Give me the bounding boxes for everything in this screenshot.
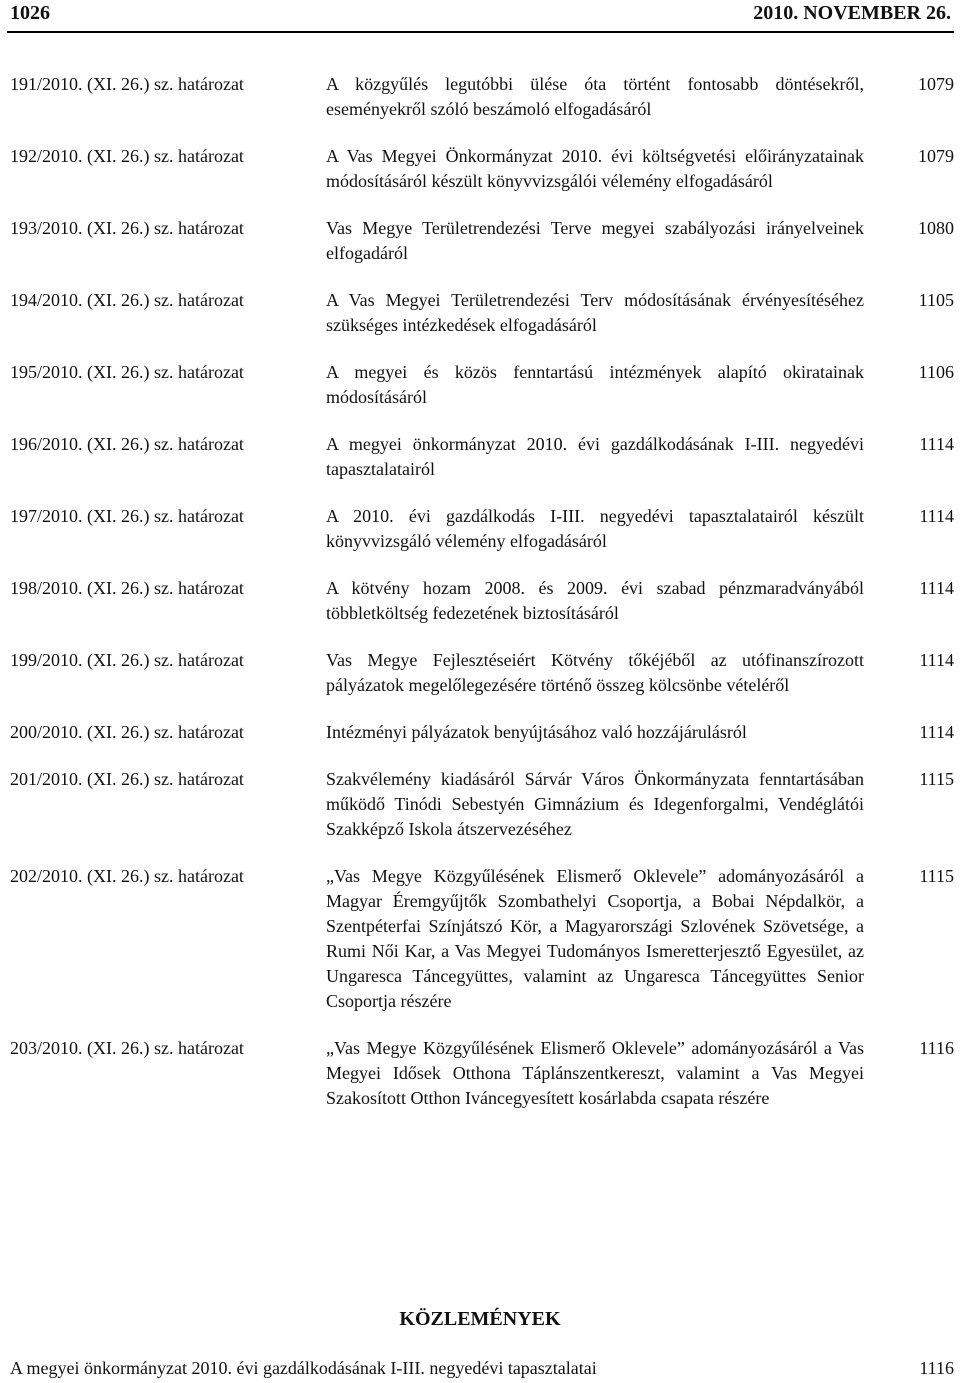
resolution-title: Intézményi pályázatok benyújtásához való hozzájárulásról: [326, 722, 747, 742]
resolution-title: A Vas Megyei Területrendezési Terv módosításának érvényesítéséhez szükséges intézkedések elfogadásáról: [326, 290, 864, 335]
resolution-title: A megyei önkormányzat 2010. évi gazdálkodásának I-III. negyedévi tapasztalatairól: [326, 434, 864, 479]
page-reference: 1114: [919, 722, 954, 742]
resolution-id: 194/2010. (XI. 26.) sz. határozat: [10, 290, 244, 310]
resolution-id: 201/2010. (XI. 26.) sz. határozat: [10, 769, 244, 789]
page-reference: 1114: [919, 650, 954, 670]
page-reference: 1116: [919, 1358, 954, 1378]
resolution-id: 203/2010. (XI. 26.) sz. határozat: [10, 1038, 244, 1058]
resolution-entry: [0, 1036, 960, 1111]
resolution-entry: [0, 648, 960, 698]
resolution-id: 197/2010. (XI. 26.) sz. határozat: [10, 506, 244, 526]
page-reference: 1114: [919, 578, 954, 598]
resolution-title: Vas Megye Fejlesztéseiért Kötvény tőkéjéből az utófinanszírozott pályázatok megelőlegezésére történő összeg kölcsönbe vételéről: [326, 650, 864, 695]
resolution-entry: [0, 576, 960, 626]
resolution-entry: [0, 144, 960, 194]
resolution-id: 202/2010. (XI. 26.) sz. határozat: [10, 866, 244, 886]
page-reference: 1115: [919, 866, 954, 886]
resolution-title: A megyei és közös fenntartású intézmények alapító okiratainak módosításáról: [326, 362, 864, 407]
resolution-title: Szakvélemény kiadásáról Sárvár Város Önkormányzata fenntartásában működő Tinódi Sebestyén Gimnázium és Idegenforgalmi, Vendéglátói Szakképző Iskola átszervezéséhez: [326, 769, 864, 839]
page-reference: 1079: [918, 146, 954, 166]
resolution-title: A 2010. évi gazdálkodás I-III. negyedévi tapasztalatairól készült könyvvizsgáló vélemény elfogadásáról: [326, 506, 864, 551]
section-title: KÖZLEMÉNYEK: [399, 1308, 561, 1330]
resolution-list: [0, 72, 960, 1133]
resolution-id: 198/2010. (XI. 26.) sz. határozat: [10, 578, 244, 598]
resolution-entry: [0, 432, 960, 482]
page-reference: 1080: [918, 218, 954, 238]
resolution-entry: [0, 216, 960, 266]
resolution-entry: [0, 360, 960, 410]
page-header: [0, 0, 960, 36]
page-reference: 1079: [918, 74, 954, 94]
resolution-id: 195/2010. (XI. 26.) sz. határozat: [10, 362, 244, 382]
resolution-entry: [0, 720, 960, 745]
page-reference: 1106: [918, 362, 954, 382]
notice-title: A megyei önkormányzat 2010. évi gazdálkodásának I-III. negyedévi tapasztalatai: [10, 1358, 597, 1378]
resolution-entry: [0, 864, 960, 1014]
resolution-id: 196/2010. (XI. 26.) sz. határozat: [10, 434, 244, 454]
resolution-id: 200/2010. (XI. 26.) sz. határozat: [10, 722, 244, 742]
resolution-entry: [0, 72, 960, 122]
resolution-title: Vas Megye Területrendezési Terve megyei szabályozási irányelveinek elfogadáról: [326, 218, 864, 263]
page-reference: 1115: [919, 769, 954, 789]
header-rule: [7, 31, 954, 33]
resolution-title: A kötvény hozam 2008. és 2009. évi szabad pénzmaradványából többletköltség fedezetének biztosításáról: [326, 578, 864, 623]
issue-date: 2010. NOVEMBER 26.: [753, 2, 951, 24]
resolution-title: „Vas Megye Közgyűlésének Elismerő Oklevele” adományozásáról a Magyar Éremgyűjtők Szombathelyi Csoportja, a Bobai Népdalkör, a Szentpéterfai Színjátszó Kör, a Magyarországi Szlovének Szövetsége, a Rumi Női Kar, a Vas Megyei Tudományos Ismeretterjesztő Egyesület, az Ungaresca Táncegyüttes, valamint az Ungaresca Táncegyüttes Senior Csoportja részére: [326, 866, 864, 1011]
resolution-title: A közgyűlés legutóbbi ülése óta történt fontosabb döntésekről, eseményekről szóló beszámoló elfogadásáról: [326, 74, 864, 119]
page-reference: 1114: [919, 434, 954, 454]
resolution-id: 192/2010. (XI. 26.) sz. határozat: [10, 146, 244, 166]
resolution-entry: [0, 767, 960, 842]
resolution-id: 193/2010. (XI. 26.) sz. határozat: [10, 218, 244, 238]
page-reference: 1105: [918, 290, 954, 310]
resolution-entry: [0, 288, 960, 338]
resolution-id: 191/2010. (XI. 26.) sz. határozat: [10, 74, 244, 94]
page-reference: 1114: [919, 506, 954, 526]
page-number: 1026: [10, 2, 50, 24]
page-reference: 1116: [919, 1038, 954, 1058]
resolution-id: 199/2010. (XI. 26.) sz. határozat: [10, 650, 244, 670]
resolution-title: „Vas Megye Közgyűlésének Elismerő Oklevele” adományozásáról a Vas Megyei Idősek Otthona Táplánszentkereszt, valamint a Vas Megyei Szakosított Otthon Iváncegyesített kosárlabda csapata részére: [326, 1038, 864, 1108]
resolution-entry: [0, 504, 960, 554]
resolution-title: A Vas Megyei Önkormányzat 2010. évi költségvetési előirányzatainak módosításáról készült könyvvizsgálói vélemény elfogadásáról: [326, 146, 864, 191]
